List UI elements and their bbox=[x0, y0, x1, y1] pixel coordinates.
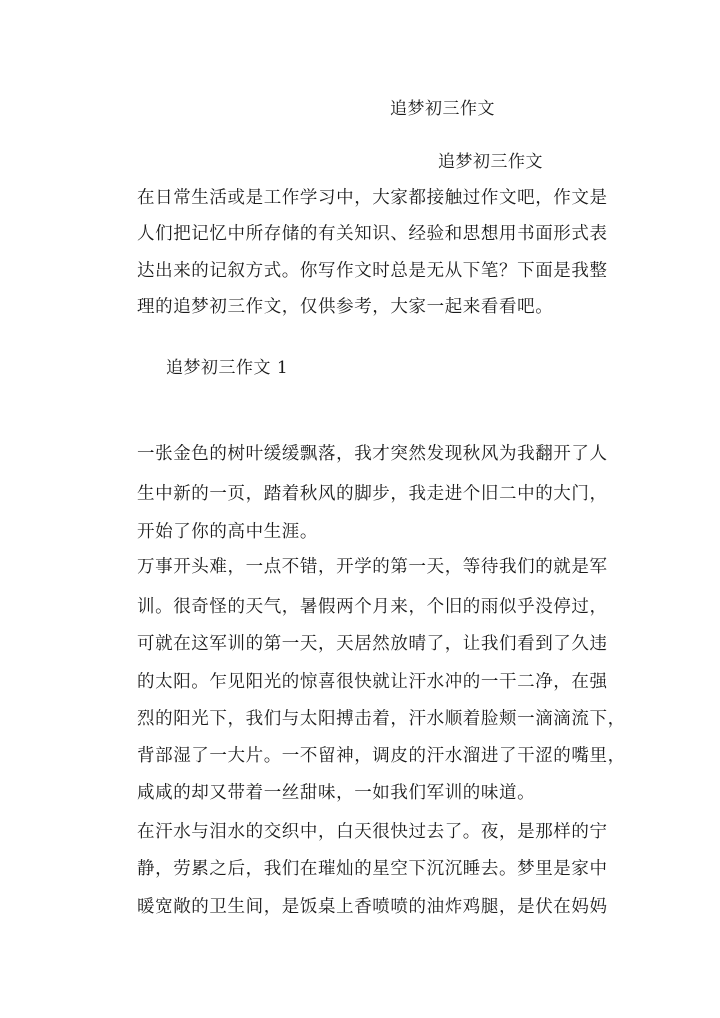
intro-line: 理的追梦初三作文，仅供参考，大家一起来看看吧。 bbox=[137, 297, 554, 317]
body-line: 可就在这军训的第一天，天居然放晴了，让我们看到了久违 bbox=[137, 634, 608, 654]
body-line: 暖宽敞的卫生间，是饭桌上香喷喷的油炸鸡腿，是伏在妈妈 bbox=[137, 897, 608, 917]
body-line: 训。很奇怪的天气，暑假两个月来，个旧的雨似乎没停过， bbox=[137, 597, 608, 617]
intro-line: 达出来的记叙方式。你写作文时总是无从下笔？下面是我整 bbox=[137, 261, 608, 281]
body-line: 的太阳。乍见阳光的惊喜很快就让汗水冲的一干二净，在强 bbox=[137, 672, 608, 692]
section-heading: 追梦初三作文 1 bbox=[166, 358, 289, 378]
intro-line: 人们把记忆中所存储的有关知识、经验和思想用书面形式表 bbox=[137, 224, 608, 244]
document-title: 追梦初三作文 bbox=[390, 99, 495, 119]
body-line: 咸咸的却又带着一丝甜味，一如我们军训的味道。 bbox=[137, 783, 536, 803]
body-line: 万事开头难，一点不错，开学的第一天，等待我们的就是军 bbox=[137, 557, 608, 577]
body-line: 背部湿了一大片。一不留神，调皮的汗水溜进了干涩的嘴里， bbox=[137, 746, 626, 766]
body-line: 生中新的一页，踏着秋风的脚步，我走进个旧二中的大门， bbox=[137, 484, 608, 504]
body-line: 开始了你的高中生涯。 bbox=[137, 522, 318, 542]
body-line: 在汗水与泪水的交织中，白天很快过去了。夜，是那样的宁 bbox=[137, 822, 608, 842]
body-line: 一张金色的树叶缓缓飘落，我才突然发现秋风为我翻开了人 bbox=[137, 444, 608, 464]
body-line: 静，劳累之后，我们在璀灿的星空下沉沉睡去。梦里是家中 bbox=[137, 859, 608, 879]
intro-line: 在日常生活或是工作学习中，大家都接触过作文吧，作文是 bbox=[137, 188, 608, 208]
body-line: 烈的阳光下，我们与太阳搏击着，汗水顺着脸颊一滴滴流下， bbox=[137, 709, 626, 729]
document-subtitle: 追梦初三作文 bbox=[438, 152, 543, 172]
